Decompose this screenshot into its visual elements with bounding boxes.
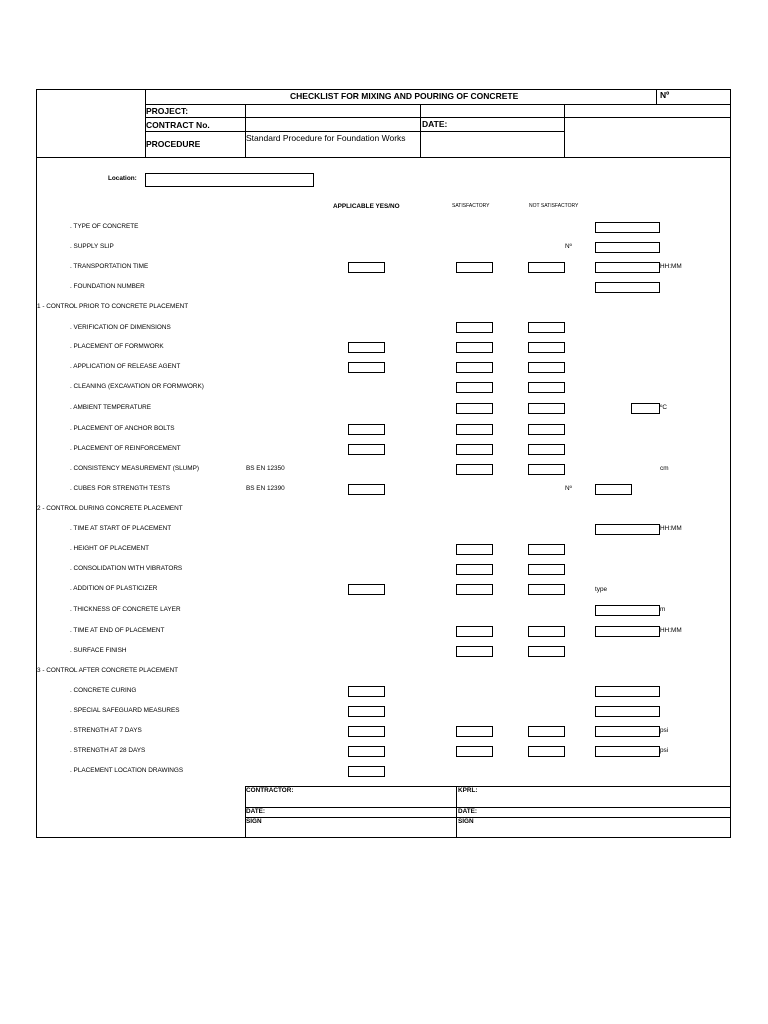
not-satisfactory-checkbox[interactable] xyxy=(528,464,565,475)
header-rule xyxy=(145,117,731,118)
temperature-field[interactable] xyxy=(631,403,660,414)
not-satisfactory-checkbox[interactable] xyxy=(528,564,565,575)
satisfactory-checkbox[interactable] xyxy=(456,403,493,414)
satisfactory-checkbox[interactable] xyxy=(456,382,493,393)
unit-label: psi xyxy=(660,727,669,734)
applicable-checkbox[interactable] xyxy=(348,262,385,273)
applicable-checkbox[interactable] xyxy=(348,584,385,595)
header-divider xyxy=(564,104,565,157)
satisfactory-checkbox[interactable] xyxy=(456,464,493,475)
number-sign-label: Nº xyxy=(565,485,572,492)
value-field[interactable] xyxy=(595,282,660,293)
unit-label: cm xyxy=(660,465,669,472)
item-label: . SURFACE FINISH xyxy=(70,647,127,654)
satisfactory-checkbox[interactable] xyxy=(456,342,493,353)
not-satisfactory-checkbox[interactable] xyxy=(528,726,565,737)
item-label: . PLACEMENT OF FORMWORK xyxy=(70,343,164,350)
item-label: . TIME AT START OF PLACEMENT xyxy=(70,525,172,532)
value-field[interactable] xyxy=(595,626,660,637)
not-satisfactory-checkbox[interactable] xyxy=(528,444,565,455)
kprl-date-label: DATE: xyxy=(458,808,478,815)
unit-label: m xyxy=(660,606,666,613)
satisfactory-checkbox[interactable] xyxy=(456,262,493,273)
value-field[interactable] xyxy=(595,524,660,535)
contractor-label: CONTRACTOR: xyxy=(246,787,294,794)
unit-label: HH:MM xyxy=(660,525,682,532)
item-label: . CLEANING (EXCAVATION OR FORMWORK) xyxy=(70,383,204,390)
item-label: . CONSOLIDATION WITH VIBRATORS xyxy=(70,565,183,572)
not-satisfactory-checkbox[interactable] xyxy=(528,544,565,555)
value-field[interactable] xyxy=(595,605,660,616)
satisfactory-checkbox[interactable] xyxy=(456,726,493,737)
unit-label: HH:MM xyxy=(660,263,682,270)
standard-reference: BS EN 12390 xyxy=(246,485,285,492)
satisfactory-checkbox[interactable] xyxy=(456,564,493,575)
item-label: . CONCRETE CURING xyxy=(70,687,137,694)
number-label: Nº xyxy=(660,90,670,100)
applicable-checkbox[interactable] xyxy=(348,342,385,353)
not-satisfactory-checkbox[interactable] xyxy=(528,322,565,333)
column-not-satisfactory: NOT SATISFACTORY xyxy=(529,203,579,209)
not-satisfactory-checkbox[interactable] xyxy=(528,584,565,595)
value-field[interactable] xyxy=(595,746,660,757)
procedure-value: Standard Procedure for Foundation Works xyxy=(246,133,406,143)
section-heading: 3 - CONTROL AFTER CONCRETE PLACEMENT xyxy=(37,667,179,674)
satisfactory-checkbox[interactable] xyxy=(456,444,493,455)
section-heading: 2 - CONTROL DURING CONCRETE PLACEMENT xyxy=(37,505,183,512)
satisfactory-checkbox[interactable] xyxy=(456,746,493,757)
item-label: . SUPPLY SLIP xyxy=(70,243,114,250)
form-title: CHECKLIST FOR MIXING AND POURING OF CONCRETE xyxy=(290,91,519,101)
value-field[interactable] xyxy=(595,262,660,273)
applicable-checkbox[interactable] xyxy=(348,362,385,373)
unit-label: type xyxy=(595,586,608,593)
applicable-checkbox[interactable] xyxy=(348,424,385,435)
item-label: . TIME AT END OF PLACEMENT xyxy=(70,627,165,634)
location-input[interactable] xyxy=(145,173,314,187)
contractor-date-label: DATE: xyxy=(246,808,266,815)
item-label: . CUBES FOR STRENGTH TESTS xyxy=(70,485,171,492)
applicable-checkbox[interactable] xyxy=(348,686,385,697)
item-label: . STRENGTH AT 7 DAYS xyxy=(70,727,142,734)
applicable-checkbox[interactable] xyxy=(348,746,385,757)
value-field[interactable] xyxy=(595,686,660,697)
satisfactory-checkbox[interactable] xyxy=(456,646,493,657)
item-label: . ADDITION OF PLASTICIZER xyxy=(70,585,158,592)
satisfactory-checkbox[interactable] xyxy=(456,424,493,435)
procedure-label: PROCEDURE xyxy=(146,139,201,149)
cube-number-field[interactable] xyxy=(595,484,632,495)
applicable-checkbox[interactable] xyxy=(348,726,385,737)
item-label: . SPECIAL SAFEGUARD MEASURES xyxy=(70,707,180,714)
value-field[interactable] xyxy=(595,706,660,717)
item-label: . PLACEMENT LOCATION DRAWINGS xyxy=(70,767,184,774)
item-label: . CONSISTENCY MEASUREMENT (SLUMP) xyxy=(70,465,200,472)
not-satisfactory-checkbox[interactable] xyxy=(528,382,565,393)
footer-rule xyxy=(245,786,731,787)
unit-label: psi xyxy=(660,747,669,754)
header-divider xyxy=(656,89,657,104)
item-label: . PLACEMENT OF REINFORCEMENT xyxy=(70,445,181,452)
item-label: . PLACEMENT OF ANCHOR BOLTS xyxy=(70,425,175,432)
location-label: Location: xyxy=(108,175,137,182)
header-rule xyxy=(145,131,564,132)
satisfactory-checkbox[interactable] xyxy=(456,626,493,637)
applicable-checkbox[interactable] xyxy=(348,444,385,455)
footer-rule xyxy=(245,817,731,818)
not-satisfactory-checkbox[interactable] xyxy=(528,262,565,273)
value-field[interactable] xyxy=(595,222,660,233)
value-field[interactable] xyxy=(595,242,660,253)
contract-label: CONTRACT No. xyxy=(146,120,210,130)
footer-divider xyxy=(456,786,457,838)
item-label: . STRENGTH AT 28 DAYS xyxy=(70,747,146,754)
not-satisfactory-checkbox[interactable] xyxy=(528,342,565,353)
footer-rule xyxy=(245,807,731,808)
header-rule xyxy=(36,157,731,158)
unit-label: HH:MM xyxy=(660,627,682,634)
item-label: . VERIFICATION OF DIMENSIONS xyxy=(70,324,171,331)
kprl-label: KPRL: xyxy=(458,787,478,794)
column-satisfactory: SATISFACTORY xyxy=(452,203,490,209)
item-label: . AMBIENT TEMPERATURE xyxy=(70,404,151,411)
item-label: . TRANSPORTATION TIME xyxy=(70,263,149,270)
satisfactory-checkbox[interactable] xyxy=(456,584,493,595)
item-label: . FOUNDATION NUMBER xyxy=(70,283,145,290)
not-satisfactory-checkbox[interactable] xyxy=(528,362,565,373)
header-rule xyxy=(145,104,731,105)
kprl-sign-label: SIGN xyxy=(458,818,474,825)
project-label: PROJECT: xyxy=(146,106,189,116)
item-label: . THICKNESS OF CONCRETE LAYER xyxy=(70,606,181,613)
not-satisfactory-checkbox[interactable] xyxy=(528,403,565,414)
applicable-checkbox[interactable] xyxy=(348,484,385,495)
number-sign-label: Nº xyxy=(565,243,572,250)
item-label: . HEIGHT OF PLACEMENT xyxy=(70,545,150,552)
item-label: . TYPE OF CONCRETE xyxy=(70,223,139,230)
date-label: DATE: xyxy=(422,119,448,129)
section-heading: 1 - CONTROL PRIOR TO CONCRETE PLACEMENT xyxy=(37,303,189,310)
not-satisfactory-checkbox[interactable] xyxy=(528,646,565,657)
not-satisfactory-checkbox[interactable] xyxy=(528,626,565,637)
contractor-sign-label: SIGN xyxy=(246,818,262,825)
not-satisfactory-checkbox[interactable] xyxy=(528,424,565,435)
item-label: . APPLICATION OF RELEASE AGENT xyxy=(70,363,181,370)
satisfactory-checkbox[interactable] xyxy=(456,322,493,333)
applicable-checkbox[interactable] xyxy=(348,706,385,717)
value-field[interactable] xyxy=(595,726,660,737)
satisfactory-checkbox[interactable] xyxy=(456,544,493,555)
standard-reference: BS EN 12350 xyxy=(246,465,285,472)
satisfactory-checkbox[interactable] xyxy=(456,362,493,373)
column-applicable: APPLICABLE YES/NO xyxy=(333,203,400,210)
applicable-checkbox[interactable] xyxy=(348,766,385,777)
unit-label: ºC xyxy=(660,404,667,411)
not-satisfactory-checkbox[interactable] xyxy=(528,746,565,757)
